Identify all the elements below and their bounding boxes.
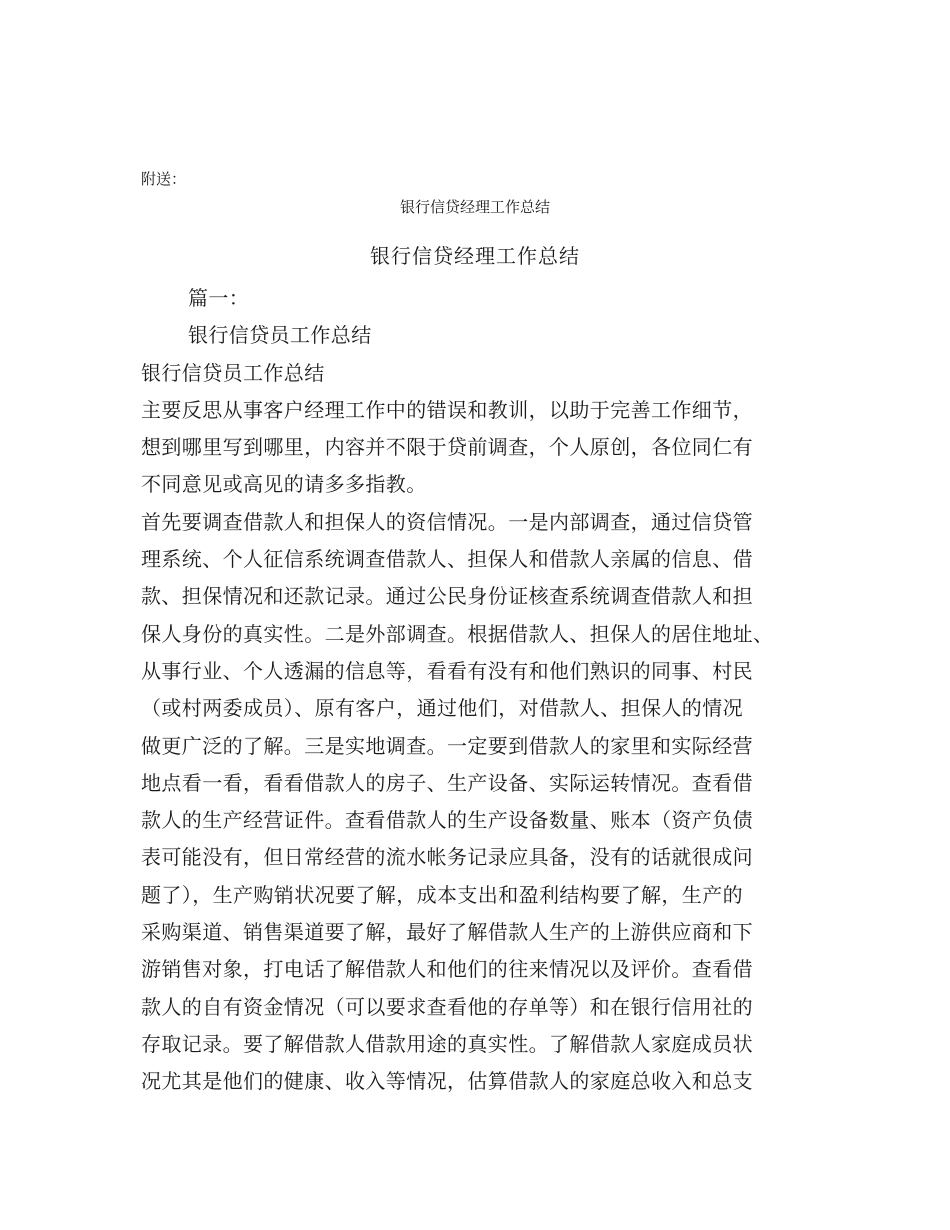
paragraph-line: 主要反思从事客户经理工作中的错误和教训，以助于完善工作细节， [141,397,753,422]
paragraph-line: 做更广泛的了解。三是实地调查。一定要到借款人的家里和实际经营 [141,733,753,758]
document-title: 银行信贷经理工作总结 [370,244,580,268]
paragraph-line: 想到哪里写到哪里，内容并不限于贷前调查，个人原创，各位同仁有 [141,435,753,460]
paragraph-line: 款人的生产经营证件。查看借款人的生产设备数量、账本（资产负债 [141,808,753,833]
paragraph-line: （或村两委成员）、原有客户，通过他们，对借款人、担保人的情况 [141,696,743,721]
section-title: 银行信贷员工作总结 [188,323,372,348]
paragraph-line: 游销售对象，打电话了解借款人和他们的往来情况以及评价。查看借 [141,957,753,982]
document-subtitle: 银行信贷经理工作总结 [399,198,550,216]
paragraph-line: 款、担保情况和还款记录。通过公民身份证核查系统调查借款人和担 [141,584,753,609]
paragraph-line: 理系统、个人征信系统调查借款人、担保人和借款人亲属的信息、借 [141,547,753,572]
paragraph-line: 从事行业、个人透漏的信息等，看看有没有和他们熟识的同事、村民 [141,658,753,683]
paragraph-line: 题了），生产购销状况要了解，成本支出和盈利结构要了解，生产的 [141,882,743,907]
paragraph-line: 采购渠道、销售渠道要了解，最好了解借款人生产的上游供应商和下 [141,920,753,945]
paragraph-line: 地点看一看，看看借款人的房子、生产设备、实际运转情况。查看借 [141,770,753,795]
document-body [141,280,811,1101]
paragraph-line: 款人的自有资金情况（可以要求查看他的存单等）和在银行信用社的 [141,994,753,1019]
section-label: 篇一： [188,286,250,310]
paragraph-line: 表可能没有，但日常经营的流水帐务记录应具备，没有的话就很成问 [141,845,753,870]
paragraph-line: 不同意见或高见的请多多指教。 [141,472,427,497]
body-heading: 银行信贷员工作总结 [141,360,325,385]
paragraph-line: 保人身份的真实性。二是外部调查。根据借款人、担保人的居住地址、 [141,621,774,646]
attachment-label: 附送： [141,170,187,188]
paragraph-line: 存取记录。要了解借款人借款用途的真实性。了解借款人家庭成员状 [141,1031,753,1056]
paragraph-line: 首先要调查借款人和担保人的资信情况。一是内部调查，通过信贷管 [141,509,753,534]
paragraph-line: 况尤其是他们的健康、收入等情况，估算借款人的家庭总收入和总支 [141,1069,753,1094]
